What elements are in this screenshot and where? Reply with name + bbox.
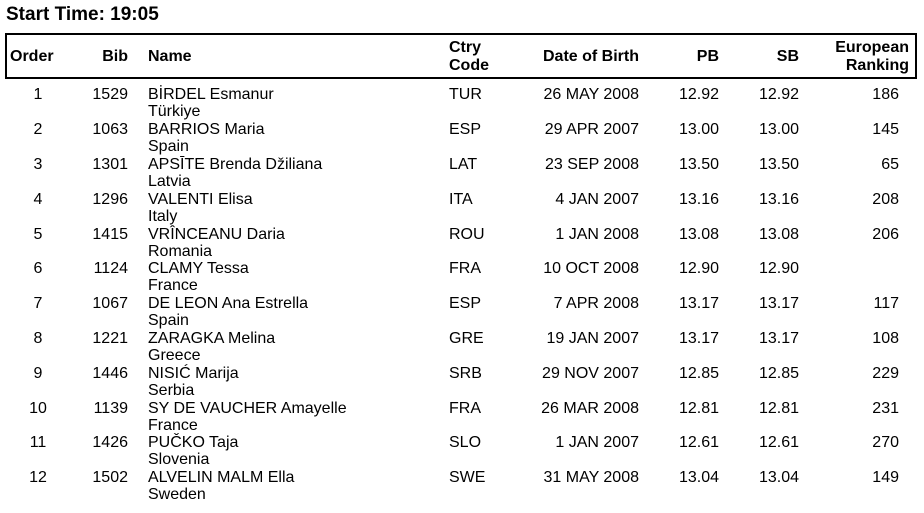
bib-cell: 1124 (93, 260, 128, 277)
country-code: LAT (449, 156, 478, 173)
date-of-birth: 31 MAY 2008 (543, 469, 639, 486)
athlete-country: Latvia (148, 173, 191, 190)
header-code: Code (449, 57, 489, 74)
table-row (0, 121, 924, 156)
bib-cell: 1529 (92, 86, 128, 103)
table-row (0, 156, 924, 191)
order-cell: 2 (33, 121, 43, 138)
athlete-name: SY DE VAUCHER Amayelle (148, 400, 347, 417)
header-date-of-birth: Date of Birth (543, 48, 639, 65)
order-cell: 8 (33, 330, 43, 347)
header-bib: Bib (102, 48, 128, 65)
header-order: Order (10, 48, 54, 65)
date-of-birth: 23 SEP 2008 (544, 156, 639, 173)
country-code: GRE (449, 330, 484, 347)
european-ranking: 208 (872, 191, 899, 208)
season-best: 12.85 (758, 365, 799, 382)
season-best: 13.17 (758, 295, 799, 312)
athlete-country: Serbia (148, 382, 195, 399)
date-of-birth: 7 APR 2008 (553, 295, 639, 312)
table-row (0, 330, 924, 365)
personal-best: 13.00 (678, 121, 719, 138)
athlete-country: Italy (148, 208, 178, 225)
table-row (0, 226, 924, 261)
order-cell: 9 (33, 365, 43, 382)
bib-cell: 1301 (92, 156, 128, 173)
country-code: FRA (449, 400, 481, 417)
european-ranking: 231 (872, 400, 899, 417)
personal-best: 12.85 (678, 365, 719, 382)
date-of-birth: 1 JAN 2008 (555, 226, 639, 243)
athlete-country: Spain (148, 312, 189, 329)
athlete-country: Greece (148, 347, 201, 364)
athlete-name: BİRDEL Esmanur (148, 86, 274, 103)
country-code: TUR (449, 86, 482, 103)
country-code: ESP (449, 121, 482, 138)
country-code: FRA (449, 260, 481, 277)
athlete-name: ZARAGKA Melina (148, 330, 276, 347)
order-cell: 10 (29, 400, 47, 417)
season-best: 13.00 (758, 121, 799, 138)
country-code: ROU (449, 226, 485, 243)
date-of-birth: 29 APR 2007 (544, 121, 639, 138)
country-code: ESP (449, 295, 482, 312)
athlete-name: ALVELIN MALM Ella (148, 469, 295, 486)
table-row (0, 469, 924, 504)
start-time-heading: Start Time: 19:05 (6, 4, 159, 25)
season-best: 12.81 (758, 400, 799, 417)
bib-cell: 1502 (92, 469, 128, 486)
bib-cell: 1221 (92, 330, 128, 347)
header-ctry: Ctry (449, 39, 482, 56)
athlete-country: France (148, 277, 198, 294)
athlete-country: Slovenia (148, 451, 210, 468)
header-pb: PB (696, 48, 719, 65)
header-sb: SB (776, 48, 799, 65)
bib-cell: 1446 (92, 365, 128, 382)
season-best: 12.92 (758, 86, 799, 103)
order-cell: 6 (33, 260, 43, 277)
bib-cell: 1063 (92, 121, 128, 138)
athlete-country: Türkiye (148, 103, 201, 120)
personal-best: 12.92 (678, 86, 719, 103)
order-cell: 5 (33, 226, 43, 243)
header-european: European (835, 39, 909, 56)
date-of-birth: 29 NOV 2007 (542, 365, 639, 382)
athlete-name: BARRIOS Maria (148, 121, 265, 138)
order-cell: 11 (29, 434, 47, 451)
country-code: SLO (449, 434, 482, 451)
personal-best: 13.16 (678, 191, 719, 208)
athlete-country: Spain (148, 138, 189, 155)
european-ranking: 229 (872, 365, 899, 382)
european-ranking: 65 (881, 156, 899, 173)
table-row (0, 434, 924, 469)
bib-cell: 1415 (92, 226, 128, 243)
order-cell: 12 (29, 469, 47, 486)
bib-cell: 1067 (92, 295, 128, 312)
athlete-name: VALENTI Elisa (148, 191, 253, 208)
personal-best: 12.61 (678, 434, 719, 451)
order-cell: 7 (33, 295, 43, 312)
order-cell: 3 (33, 156, 43, 173)
bib-cell: 1296 (92, 191, 128, 208)
date-of-birth: 26 MAY 2008 (543, 86, 639, 103)
date-of-birth: 10 OCT 2008 (543, 260, 639, 277)
athlete-country: Romania (148, 243, 213, 260)
personal-best: 13.08 (678, 226, 719, 243)
athlete-name: NISIĆ Marija (148, 365, 239, 382)
personal-best: 13.17 (678, 330, 719, 347)
european-ranking: 186 (872, 86, 899, 103)
european-ranking: 206 (872, 226, 899, 243)
personal-best: 12.90 (678, 260, 719, 277)
date-of-birth: 4 JAN 2007 (555, 191, 639, 208)
season-best: 12.90 (758, 260, 799, 277)
european-ranking: 108 (872, 330, 899, 347)
european-ranking: 117 (873, 295, 899, 312)
athlete-name: PUČKO Taja (148, 434, 239, 451)
season-best: 13.04 (758, 469, 799, 486)
personal-best: 12.81 (678, 400, 719, 417)
bib-cell: 1426 (92, 434, 128, 451)
table-row (0, 295, 924, 330)
order-cell: 4 (33, 191, 43, 208)
country-code: ITA (449, 191, 473, 208)
table-header (5, 33, 917, 79)
country-code: SRB (449, 365, 482, 382)
athlete-country: France (148, 417, 198, 434)
date-of-birth: 26 MAR 2008 (541, 400, 639, 417)
date-of-birth: 1 JAN 2007 (555, 434, 639, 451)
table-row (0, 86, 924, 121)
season-best: 13.17 (758, 330, 799, 347)
personal-best: 13.50 (678, 156, 719, 173)
table-row (0, 365, 924, 400)
personal-best: 13.04 (678, 469, 719, 486)
european-ranking: 270 (872, 434, 899, 451)
athlete-name: APSĪTE Brenda Džiliana (148, 156, 323, 173)
table-row (0, 191, 924, 226)
season-best: 13.50 (758, 156, 799, 173)
bib-cell: 1139 (93, 400, 128, 417)
order-cell: 1 (33, 86, 43, 103)
table-row (0, 260, 924, 295)
personal-best: 13.17 (678, 295, 719, 312)
european-ranking: 149 (872, 469, 899, 486)
table-row (0, 400, 924, 435)
date-of-birth: 19 JAN 2007 (546, 330, 639, 347)
season-best: 12.61 (758, 434, 799, 451)
european-ranking: 145 (872, 121, 899, 138)
season-best: 13.08 (758, 226, 799, 243)
athlete-country: Sweden (148, 486, 206, 503)
athlete-name: VRÎNCEANU Daria (148, 226, 285, 243)
athlete-name: DE LEON Ana Estrella (148, 295, 309, 312)
athlete-name: CLAMY Tessa (148, 260, 249, 277)
header-name: Name (148, 48, 192, 65)
country-code: SWE (449, 469, 486, 486)
season-best: 13.16 (758, 191, 799, 208)
header-ranking: Ranking (845, 57, 909, 74)
